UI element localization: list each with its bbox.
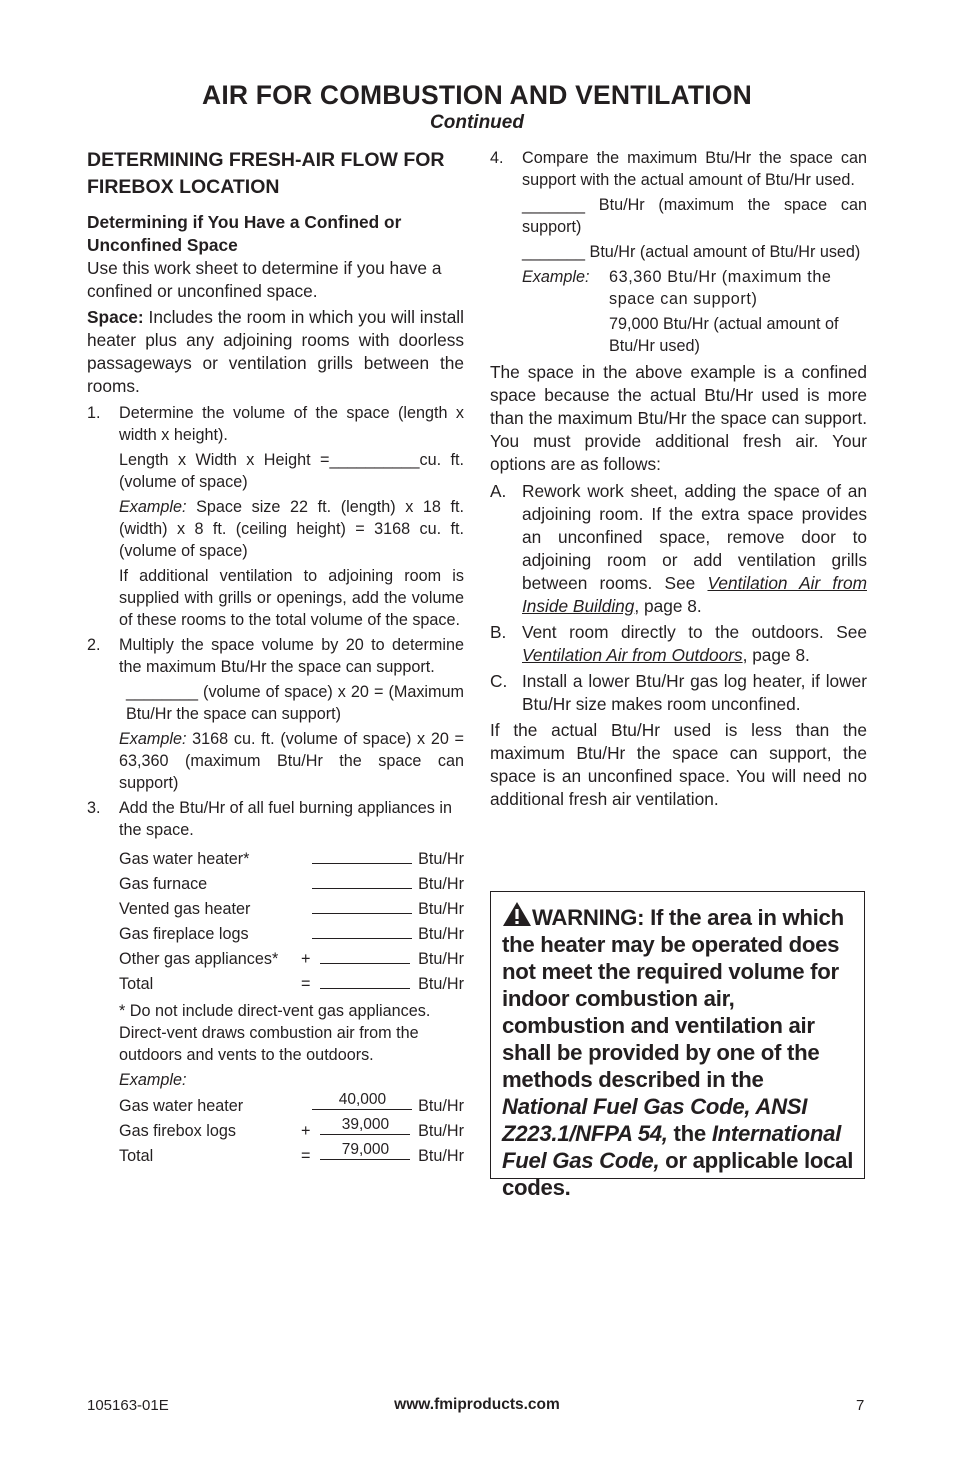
row-label: Other gas appliances*: [119, 950, 279, 968]
comparison-line-actual: _______ Btu/Hr (actual amount of Btu/Hr used): [522, 243, 861, 261]
step-4: [490, 147, 867, 357]
row-label: Total: [119, 1147, 154, 1165]
example-label: Example:: [522, 268, 590, 286]
step-note: If additional ventilation to adjoining room is supplied with grills or openings, add the volume of these rooms to the total volume of the space.: [119, 567, 464, 629]
example-worksheet: [119, 1091, 464, 1166]
row-operator: +: [301, 1122, 311, 1140]
left-column: [87, 147, 464, 1169]
warning-text-end: or applicable local codes.: [502, 1148, 854, 1200]
row-label: Gas water heater: [119, 1097, 244, 1115]
document-number: 105163-01E: [87, 1397, 169, 1414]
subsection-heading: Determining if You Have a Confined or Unconfined Space: [87, 212, 402, 255]
row-operator: =: [301, 1147, 311, 1165]
step-example: [119, 728, 464, 794]
row-operator: +: [301, 950, 311, 968]
row-label: Gas furnace: [119, 875, 208, 893]
intro-paragraph: Use this work sheet to determine if you have a confined or unconfined space.: [87, 258, 442, 301]
option-letter: B.: [490, 622, 507, 642]
example-text: 3168 cu. ft. (volume of space) x 20 = 63,360 (maximum Btu/Hr the space can support): [119, 730, 464, 792]
table-row: [119, 1091, 464, 1116]
step-number: 2.: [87, 636, 101, 654]
step-number: 1.: [87, 404, 101, 422]
table-row: [119, 919, 464, 944]
example-max: 63,360 Btu/Hr (maximum the space can support): [609, 268, 832, 308]
table-row: [119, 869, 464, 894]
step-example: [119, 496, 464, 562]
table-row: [119, 944, 464, 969]
warning-triangle-icon: [502, 901, 532, 927]
row-unit: Btu/Hr: [418, 1122, 464, 1140]
row-unit: Btu/Hr: [418, 900, 464, 918]
page-title: AIR FOR COMBUSTION AND VENTILATION: [201, 80, 753, 110]
entry-blank: [312, 874, 412, 889]
entry-blank: [312, 849, 412, 864]
example-row: [522, 266, 867, 310]
row-label: Gas firebox logs: [119, 1122, 236, 1140]
option-tail: , page 8.: [634, 596, 702, 616]
step-text: Add the Btu/Hr of all fuel burning appliances in the space.: [119, 799, 452, 839]
example-text: Space size 22 ft. (length) x 18 ft. (width) x 8 ft. (ceiling height) = 3168 cu. ft. (volume of space): [119, 498, 464, 560]
entry-blank: [312, 924, 412, 939]
page-subtitle: Continued: [430, 112, 524, 133]
unconfined-explanation: If the actual Btu/Hr used is less than the maximum Btu/Hr the space can support, the space is an unconfined space. You will need no additional fresh air ventilation.: [490, 720, 867, 809]
step-number: 3.: [87, 799, 101, 817]
footnote: * Do not include direct-vent gas appliances. Direct-vent draws combustion air from the outdoors and vents to the outdoors.: [119, 1002, 431, 1064]
row-label: Gas water heater*: [119, 850, 250, 868]
example-value: 39,000: [320, 1116, 410, 1135]
row-unit: Btu/Hr: [418, 875, 464, 893]
row-unit: Btu/Hr: [418, 950, 464, 968]
step-1: [87, 402, 464, 631]
example-value: 79,000: [320, 1141, 410, 1160]
space-label: Space:: [87, 307, 144, 327]
warning-text: If the area in which the heater may be operated does not meet the required volume for indoor combustion air, combustion and ventilation air shall be provided by one of the methods described in the: [502, 905, 844, 1092]
row-unit: Btu/Hr: [418, 1147, 464, 1165]
option-tail: , page 8.: [742, 645, 810, 665]
step-text: Determine the volume of the space (length x width x height).: [119, 404, 464, 444]
ventilation-inside-link[interactable]: Ventilation Air from Inside Building: [522, 573, 867, 616]
step-formula: ________ (volume of space) x 20 = (Maximum Btu/Hr the space can support): [126, 683, 464, 723]
table-row: [119, 1116, 464, 1141]
row-operator: [301, 919, 312, 944]
appliance-worksheet: [119, 844, 464, 994]
table-row: [119, 894, 464, 919]
row-label: Vented gas heater: [119, 900, 251, 918]
row-label: Total: [119, 975, 154, 993]
warning-label: WARNING:: [532, 905, 645, 930]
space-text: Includes the room in which you will install heater plus any adjoining rooms with doorless passageways or ventilation grills between the rooms.: [87, 307, 464, 396]
confined-explanation: The space in the above example is a confined space because the actual Btu/Hr used is more than the maximum Btu/Hr the space can support. You must provide additional fresh air. Your options are as follows:: [490, 362, 867, 474]
row-operator: [301, 1091, 312, 1116]
option-text: Vent room directly to the outdoors. See: [522, 622, 867, 642]
website-link[interactable]: www.fmiproducts.com: [394, 1396, 560, 1413]
step-text: Compare the maximum Btu/Hr the space can support with the actual amount of Btu/Hr used.: [522, 149, 867, 189]
code-reference-nfpa: National Fuel Gas Code, ANSI Z223.1/NFPA 54,: [502, 1094, 808, 1146]
option-text: Install a lower Btu/Hr gas log heater, if lower Btu/Hr size makes room unconfined.: [522, 671, 867, 714]
step-3: [87, 797, 464, 1166]
example-label: Example:: [119, 498, 187, 516]
row-operator: [301, 844, 312, 869]
warning-text-connector: the: [667, 1121, 712, 1146]
entry-blank: [320, 974, 410, 989]
option-c: [490, 670, 867, 716]
option-b: [490, 621, 867, 667]
table-row: [119, 969, 464, 994]
row-operator: [301, 894, 312, 919]
row-unit: Btu/Hr: [418, 925, 464, 943]
option-text: Rework work sheet, adding the space of an adjoining room. If the extra space provides an unconfined space, remove door to adjoining room or add ventilation grills between rooms. See: [522, 481, 867, 593]
row-operator: [301, 869, 312, 894]
step-formula: Length x Width x Height =__________cu. ft. (volume of space): [119, 451, 464, 491]
comparison-line-max: _______ Btu/Hr (maximum the space can support): [522, 196, 867, 236]
section-heading: DETERMINING FRESH-AIR FLOW FOR FIREBOX LOCATION: [87, 149, 445, 198]
entry-blank: [320, 949, 410, 964]
example-label: Example:: [119, 730, 187, 748]
warning-box: [490, 891, 865, 1200]
row-unit: Btu/Hr: [418, 975, 464, 993]
row-label: Gas fireplace logs: [119, 925, 249, 943]
right-column: [490, 147, 867, 815]
row-unit: Btu/Hr: [418, 850, 464, 868]
row-operator: =: [301, 975, 311, 993]
example-row: [522, 313, 867, 357]
option-letter: A.: [490, 481, 507, 501]
ventilation-outdoors-link[interactable]: Ventilation Air from Outdoors: [522, 645, 743, 665]
step-text: Multiply the space volume by 20 to determine the maximum Btu/Hr the space can support.: [119, 636, 464, 676]
option-letter: C.: [490, 671, 508, 691]
option-a: [490, 480, 867, 618]
table-row: [119, 844, 464, 869]
step-number: 4.: [490, 149, 504, 167]
example-actual: 79,000 Btu/Hr (actual amount of Btu/Hr used): [609, 315, 839, 355]
step-2: [87, 634, 464, 794]
example-value: 40,000: [312, 1091, 412, 1110]
code-reference-ifgc: International Fuel Gas Code,: [502, 1121, 842, 1173]
table-row: [119, 1141, 464, 1166]
page-number: 7: [856, 1397, 865, 1414]
row-unit: Btu/Hr: [418, 1097, 464, 1115]
space-definition: [87, 306, 464, 398]
example-label: Example:: [119, 1071, 187, 1089]
entry-blank: [312, 899, 412, 914]
